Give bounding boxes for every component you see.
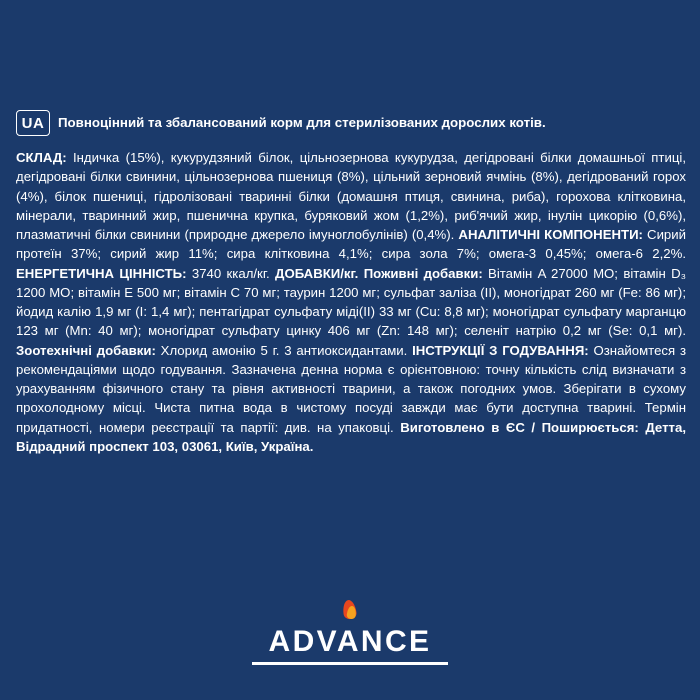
composition-body: Індичка (15%), кукурудзяний білок, цільнозернова кукурудза, дегідровані білки домашньої птиці, дегідровані білки свинини, цільнозернова пшениця (8%), цільний зерновий ячмінь (8%), дегідрований горох (4%), білок пшениці, гідролізовані тваринні білки (домашня птиця, свинина, риба), горохова клітковина, мінерали, тваринний жир, пшенична крупка, буряковий жом (1,2%), риб'ячий жир, інулін цикорію (0,6%), плазматичні білки свинини (природне джерело імуноглобулінів) (0,4%). xyxy=(16,150,686,243)
analytical-body: Сирий протеїн 37%; сирий жир 11%; сира клітковина 4,1%; сира зола 7%; омега-3 0,45%; омега-6 2,2%. xyxy=(16,227,686,262)
logo-underline-divider xyxy=(252,662,448,665)
zootechnical-body: Хлорид амонію 5 г. 3 антиоксидантами. xyxy=(155,342,413,358)
flame-icon xyxy=(337,600,363,626)
analytical-label: АНАЛІТИЧНІ КОМПОНЕНТИ: xyxy=(458,227,643,243)
brand-name: ADVANCE xyxy=(268,625,432,658)
language-badge: UA xyxy=(16,110,50,136)
additives-per-kg-label: ДОБАВКИ/кг. xyxy=(275,265,359,281)
header xyxy=(16,110,684,136)
zootechnical-additives-label: Зоотехнічні добавки: xyxy=(16,342,156,358)
nutritional-additives-label: Поживні добавки: xyxy=(363,265,483,281)
label-body-paragraph xyxy=(16,148,686,456)
manufactured-label: Виготовлено в ЄС / Поширюється: xyxy=(400,419,639,435)
energy-label: ЕНЕРГЕТИЧНА ЦІННІСТЬ: xyxy=(16,265,187,281)
nutritional-body: Вітамін A 27000 МО; вітамін D₃ 1200 МО; вітамін E 500 мг; вітамін C 70 мг; таурин 1200 мг; сульфат заліза (II), моногідрат 260 мг (Fe: 86 мг); йодид калію 1,9 мг (I: 1,4 мг); пентагідрат сульфату міді(II) 33 мг (Cu: 8,8 мг); моногідрат сульфату марганцю 123 мг (Mn: 40 мг); моногідрат сульфату цинку 406 мг (Zn: 148 мг); селеніт натрію 0,2 мг (Se: 0,1 мг). xyxy=(16,265,686,339)
page-title: Повноцінний та збалансований корм для стерилізованих дорослих котів. xyxy=(58,114,546,130)
feeding-body: Ознайомтеся з рекомендаціями щодо годування. Зазначена денна норма є орієнтовною: точну кількість слід визначати з урахуванням фізичного стану та рівня активності тварини, а також погодних умов. Зберігати в сухому прохолодному місці. Чиста питна вода в чистому посуді завжди має бути доступна тварині. Термін придатності, номери реєстрації та партії: див. на упаковці. xyxy=(16,342,686,435)
brand-logo xyxy=(0,600,700,665)
distributor-address: Детта, Відрадний проспект 103, 03061, Київ, Україна. xyxy=(16,419,686,454)
composition-label: СКЛАД: xyxy=(16,150,67,165)
feeding-instructions-label: ІНСТРУКЦІЇ З ГОДУВАННЯ: xyxy=(412,342,589,358)
ingredients-text-block xyxy=(16,148,686,456)
energy-body: 3740 ккал/кг. xyxy=(186,265,276,281)
